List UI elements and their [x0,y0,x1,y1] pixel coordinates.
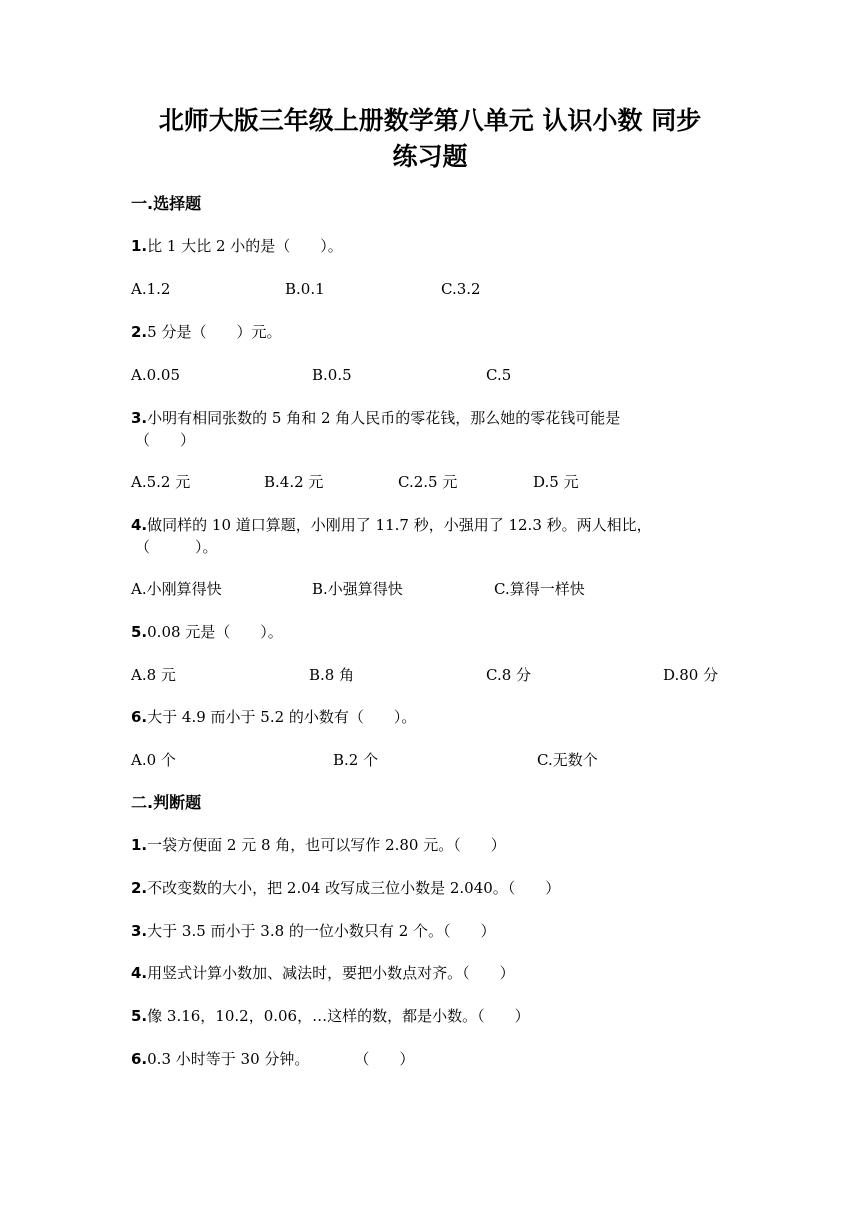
option-c: C.3.2 [441,280,481,298]
judgement-4 [131,962,731,984]
option-b: B.4.2 元 [264,473,324,491]
question-2 [131,321,731,343]
question-text: 一袋方便面 2 元 8 角，也可以写作 2.80 元。（ ） [147,836,506,854]
question-text: 大于 4.9 而小于 5.2 的小数有（ ）。 [147,708,417,726]
option-a: A.0 个 [131,751,176,769]
question-number: 1. [131,237,148,255]
question-number: 6. [131,708,148,726]
question-number: 4. [131,964,148,982]
question-number: 2. [131,879,148,897]
option-d: D.80 分 [663,666,719,684]
option-c: C.无数个 [537,751,598,769]
option-b: B.0.5 [312,366,352,384]
question-number: 4. [131,516,148,534]
question-5 [131,621,731,643]
page-title-line-2: 练习题 [392,142,468,171]
option-c: C.8 分 [486,666,532,684]
option-a: A.5.2 元 [131,473,191,491]
option-b: B.2 个 [333,751,379,769]
question-number: 3. [131,922,148,940]
question-4 [131,514,731,558]
question-text: 像 3.16，10.2，0.06，…这样的数，都是小数。（ ） [147,1007,530,1025]
question-number: 1. [131,836,148,854]
question-6 [131,706,731,728]
option-a: A.8 元 [131,666,176,684]
judgement-2 [131,877,731,899]
question-text: 0.08 元是（ ）。 [147,623,283,641]
question-text: 小明有相同张数的 5 角和 2 角人民币的零花钱，那么她的零花钱可能是 [147,409,621,427]
option-c: C.算得一样快 [494,580,585,598]
section-heading-choice: 一.选择题 [131,194,202,213]
question-text-continued: （ ）。 [135,538,218,556]
question-number: 2. [131,323,148,341]
option-a: A.1.2 [131,280,171,298]
judgement-3 [131,920,731,942]
question-text: 用竖式计算小数加、减法时，要把小数点对齐。（ ） [147,964,515,982]
judgement-1 [131,834,731,856]
question-1 [131,235,731,257]
section-heading-judgement: 二.判断题 [131,793,202,812]
judgement-6 [131,1048,731,1070]
option-b: B.小强算得快 [312,580,403,598]
question-number: 3. [131,409,148,427]
question-text: 比 1 大比 2 小的是（ ）。 [147,237,343,255]
option-b: B.8 角 [309,666,355,684]
judgement-5 [131,1005,731,1027]
question-number: 5. [131,623,148,641]
question-text: 大于 3.5 而小于 3.8 的一位小数只有 2 个。（ ） [147,922,496,940]
question-text: 5 分是（ ）元。 [147,323,282,341]
question-text: 不改变数的大小，把 2.04 改写成三位小数是 2.040。（ ） [147,879,561,897]
question-number: 5. [131,1007,148,1025]
question-3 [131,407,731,451]
question-text: 做同样的 10 道口算题，小刚用了 11.7 秒，小强用了 12.3 秒。两人相比， [147,516,652,534]
option-a: A.小刚算得快 [131,580,222,598]
page-title-line-1: 北师大版三年级上册数学第八单元 认识小数 同步 [158,106,702,135]
option-a: A.0.05 [131,366,180,384]
question-number: 6. [131,1050,148,1068]
question-text-continued: （ ） [135,431,196,449]
option-c: C.5 [486,366,512,384]
option-c: C.2.5 元 [398,473,458,491]
option-b: B.0.1 [285,280,325,298]
option-d: D.5 元 [533,473,579,491]
question-text: 0.3 小时等于 30 分钟。 （ ） [147,1050,415,1068]
